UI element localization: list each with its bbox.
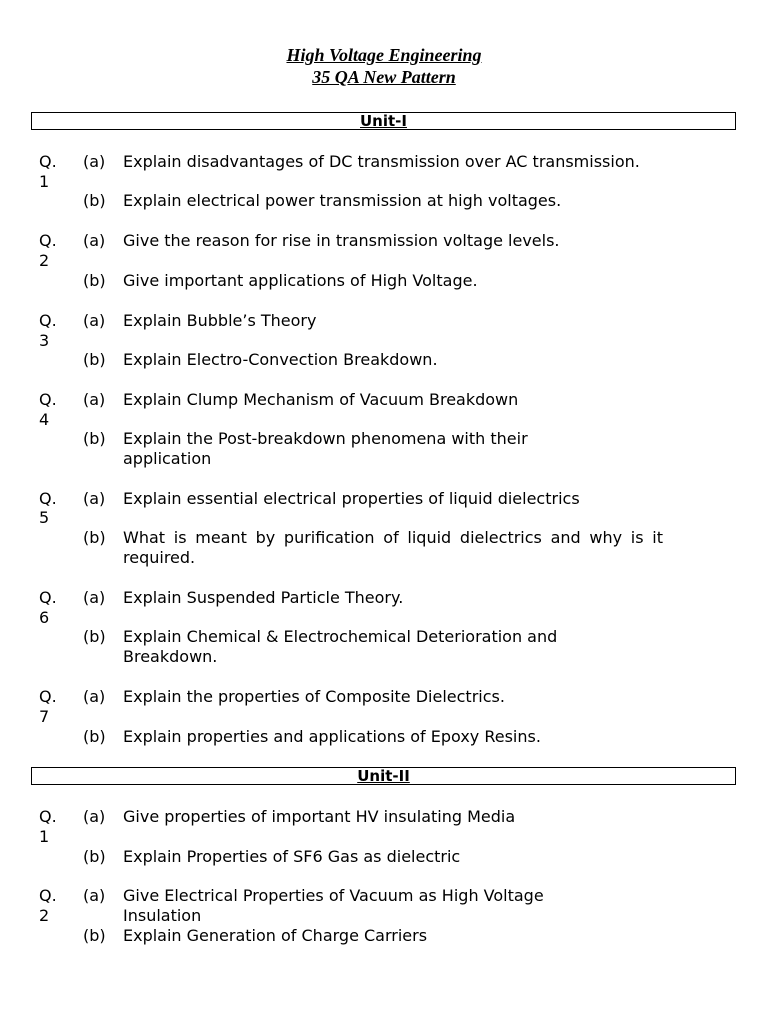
question-number-digit: 1	[39, 172, 50, 191]
part-text: Explain electrical power transmission at high voltages.	[123, 191, 562, 210]
part-text: Explain Properties of SF6 Gas as dielectric	[123, 847, 461, 866]
part-label: (a)	[83, 588, 106, 607]
part-label: (a)	[83, 489, 106, 508]
unit-2-title: Unit-II	[357, 767, 410, 785]
part-label: (b)	[83, 727, 106, 746]
part-label: (b)	[83, 429, 106, 448]
document-title: High Voltage Engineering	[286, 45, 482, 65]
part-label: (b)	[83, 528, 106, 547]
part-label: (a)	[83, 311, 106, 330]
part-text: Give important applications of High Voltage.	[123, 271, 478, 290]
part-label: (a)	[83, 390, 106, 409]
part-text: Explain the properties of Composite Dielectrics.	[123, 687, 505, 706]
question-number-digit: 2	[39, 906, 50, 925]
question-number: Q.	[39, 152, 57, 171]
question-number: Q.	[39, 588, 57, 607]
question-number: Q.	[39, 311, 57, 330]
part-text: Explain Suspended Particle Theory.	[123, 588, 404, 607]
question-number-digit: 3	[39, 331, 50, 350]
part-text: Explain essential electrical properties of liquid dielectrics	[123, 489, 580, 508]
part-text: Explain Electro-Convection Breakdown.	[123, 350, 438, 369]
part-text: Explain Clump Mechanism of Vacuum Breakdown	[123, 390, 519, 409]
unit-1-header	[31, 112, 736, 130]
part-text: Give the reason for rise in transmission voltage levels.	[123, 231, 560, 250]
part-label: (a)	[83, 807, 106, 826]
question-number-digit: 4	[39, 410, 50, 429]
question-number-digit: 1	[39, 827, 50, 846]
part-text: Explain Generation of Charge Carriers	[123, 926, 428, 945]
part-label: (a)	[83, 231, 106, 250]
question-number-digit: 7	[39, 707, 50, 726]
part-text: Explain Chemical & Electrochemical Deterioration and Breakdown.	[123, 627, 558, 666]
question-number: Q.	[39, 886, 57, 905]
question-number-digit: 5	[39, 508, 50, 527]
part-label: (b)	[83, 926, 106, 945]
part-label: (b)	[83, 271, 106, 290]
part-label: (b)	[83, 847, 106, 866]
unit-2-header	[31, 767, 736, 785]
part-text: Give properties of important HV insulating Media	[123, 807, 516, 826]
question-number-digit: 2	[39, 251, 50, 270]
document-subtitle: 35 QA New Pattern	[312, 67, 456, 87]
part-label: (b)	[83, 191, 106, 210]
part-label: (b)	[83, 627, 106, 646]
part-text: Give Electrical Properties of Vacuum as High Voltage Insulation	[123, 886, 544, 925]
part-text: Explain the Post-breakdown phenomena with their application	[123, 429, 528, 468]
question-number: Q.	[39, 489, 57, 508]
unit-1-title: Unit-I	[360, 112, 407, 130]
part-label: (a)	[83, 687, 106, 706]
question-number: Q.	[39, 390, 57, 409]
question-number-digit: 6	[39, 608, 50, 627]
question-number: Q.	[39, 231, 57, 250]
part-text: Explain disadvantages of DC transmission over AC transmission.	[123, 152, 640, 171]
part-text: Explain properties and applications of Epoxy Resins.	[123, 727, 541, 746]
question-number: Q.	[39, 807, 57, 826]
part-label: (a)	[83, 152, 106, 171]
part-label: (b)	[83, 350, 106, 369]
part-text: What is meant by purification of liquid dielectrics and why is it required.	[123, 528, 663, 567]
part-label: (a)	[83, 886, 106, 905]
question-number: Q.	[39, 687, 57, 706]
part-text: Explain Bubble’s Theory	[123, 311, 317, 330]
